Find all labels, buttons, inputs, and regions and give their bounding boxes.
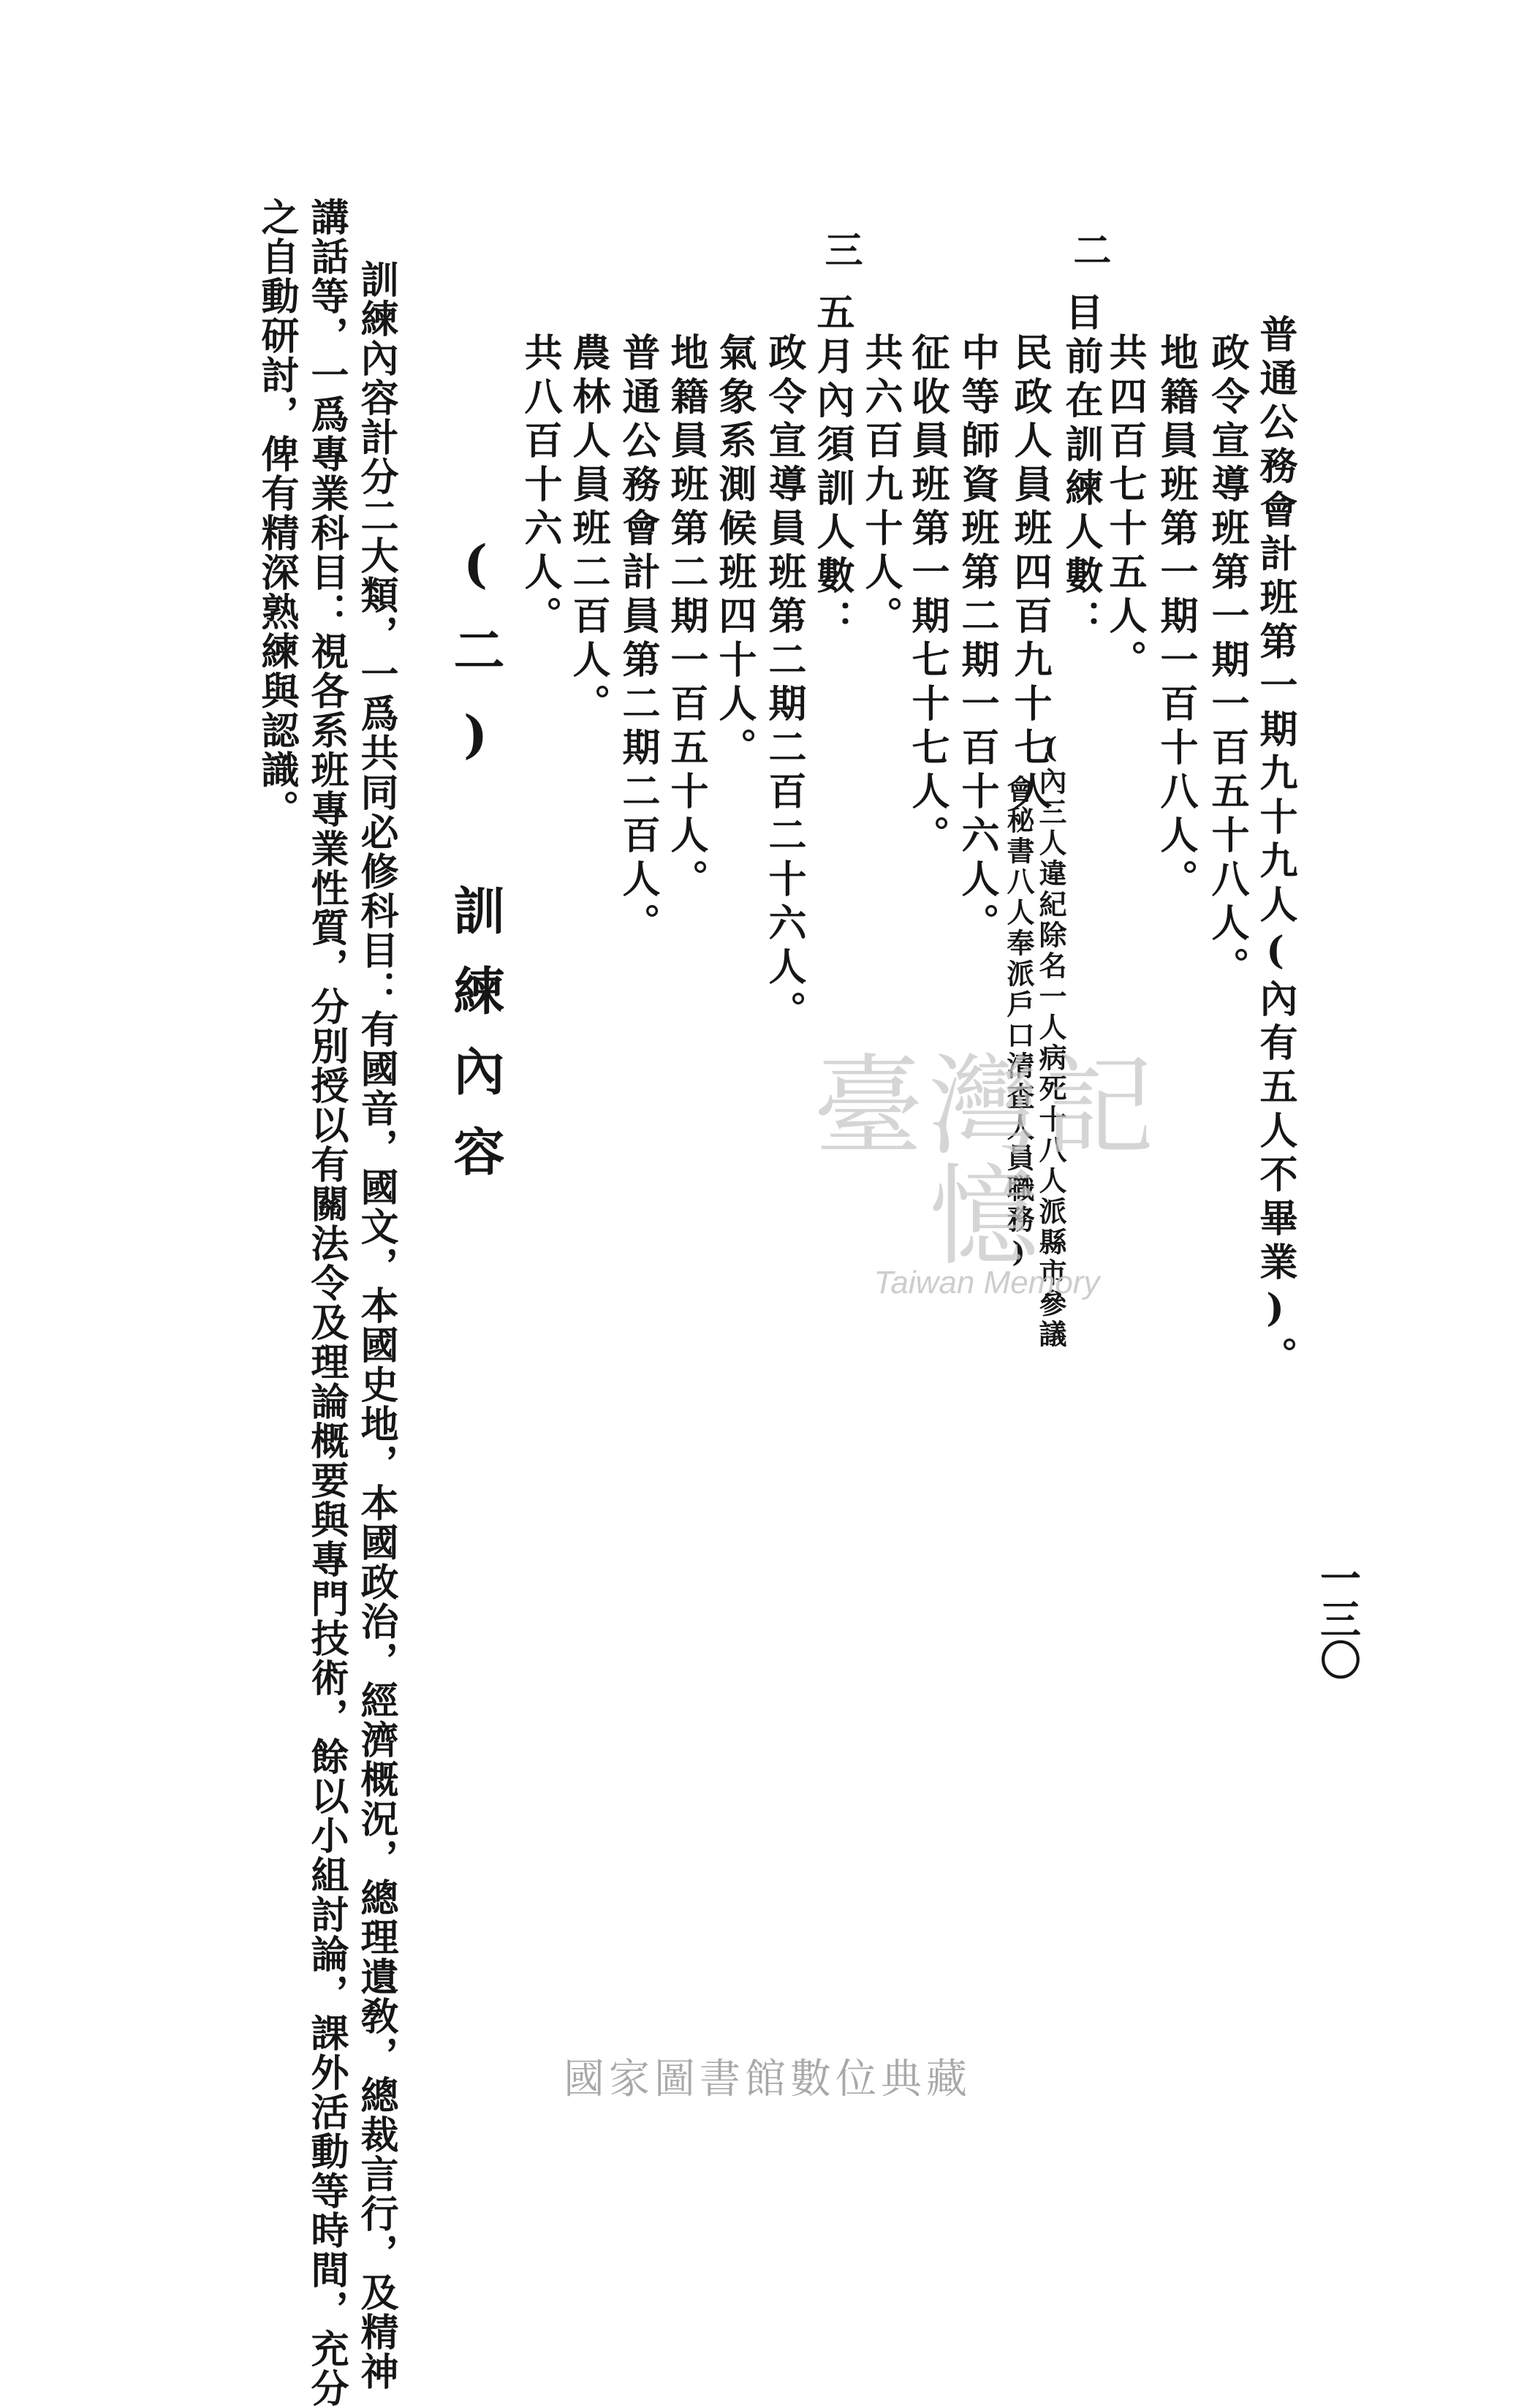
watermark-en: Taiwan Memory xyxy=(873,1265,1100,1300)
list-line-1: 普通公務會計班第一期九十九人(內有五人不畢業)。 xyxy=(1253,314,1297,1380)
paragraph-line-3: 之自動研討，俾有精深熟練與認識。 xyxy=(254,197,299,829)
item-2-title: 目前在訓練人數： xyxy=(1058,292,1103,643)
item-3-title: 五月內須訓人數： xyxy=(810,292,854,643)
watermark-cn: 臺灣記憶 xyxy=(813,1044,1160,1281)
list-line-14: 共八百十六人。 xyxy=(518,333,562,640)
footer-credit: 國家圖書館數位典藏 xyxy=(564,2056,971,2103)
list-line-4: 共四百七十五人。 xyxy=(1102,333,1147,684)
paragraph-line-1: 訓練內容計分二大類，一爲共同必修科目：有國音，國文，本國史地，本國政治，經濟概況，總理遺敎，總裁言行，及精神 xyxy=(354,260,398,2391)
list-line-6: 中等師資班第二期一百十六人。 xyxy=(955,333,999,947)
list-line-10: 氣象系測候班四十人。 xyxy=(712,333,757,771)
item-number-3: 三 xyxy=(818,230,863,268)
list-line-9: 政令宣導員班第二期二百二十六人。 xyxy=(762,333,806,1034)
list-line-5: 民政人員班四百九十七人 xyxy=(1007,333,1052,815)
list-line-7: 征收員班第一期七十七人。 xyxy=(905,333,950,859)
watermark-logo xyxy=(768,1044,1206,1301)
paragraph-line-2: 講話等，一爲專業科目：視各系班專業性質，分別授以有關法令及理論概要與專門技術，餘以小組討論，課外活動等時間，充分 xyxy=(304,197,349,2408)
page-number: 一三〇 xyxy=(1314,1557,1362,1680)
section-heading: (二) 訓練內容 xyxy=(445,534,506,1205)
list-line-2: 政令宣導班第一期一百五十八人。 xyxy=(1205,333,1249,991)
item-number-2: 二 xyxy=(1066,230,1111,268)
note-line-b: 會秘書八人奉派戶口清查人員職務) xyxy=(1002,775,1035,1271)
list-line-8: 共六百九十人。 xyxy=(858,333,903,640)
list-line-12: 普通公務會計員第二期二百人。 xyxy=(615,333,660,947)
list-line-11: 地籍員班第二期一百五十人。 xyxy=(664,333,708,903)
note-line-a: (內三人違紀除名一人病死十八人派縣市參議 xyxy=(1034,731,1067,1350)
list-line-3: 地籍員班第一期一百十八人。 xyxy=(1153,333,1198,903)
list-line-13: 農林人員班二百人。 xyxy=(566,333,610,727)
